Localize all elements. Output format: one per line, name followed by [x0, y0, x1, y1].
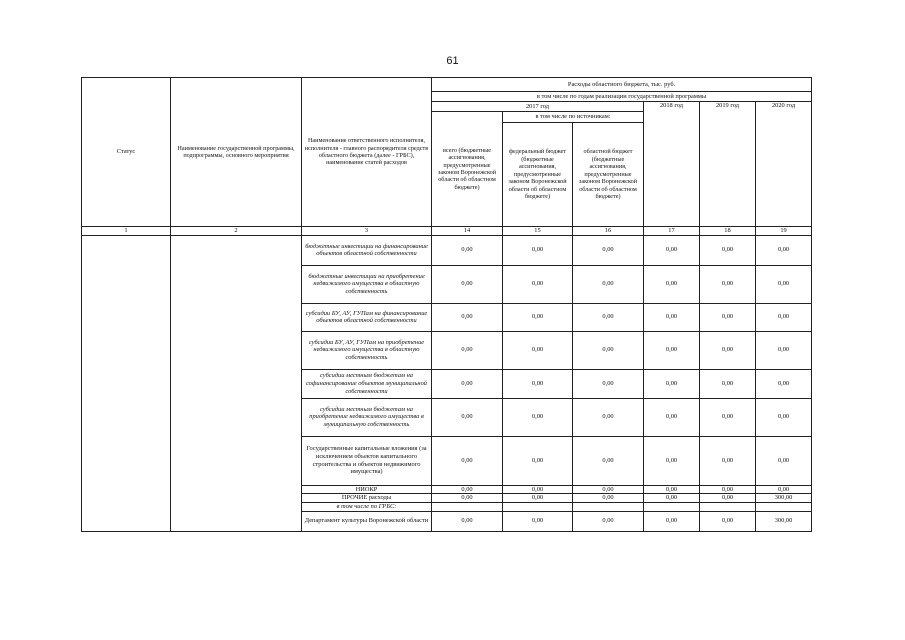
header-executor-name: Наименование ответственного исполнителя, исполнителя - главного распорядителя средств областного бюджета (далее - ГРБС), наименование статей расходов [302, 78, 432, 227]
header-year-2019: 2019 год [700, 102, 756, 227]
value-2019: 0,00 [700, 331, 756, 369]
value-federal-2017: 0,00 [503, 331, 573, 369]
header-year-2020: 2020 год [756, 102, 812, 227]
header-year-2017: 2017 год [432, 102, 644, 112]
value-total-2017: 0,00 [432, 265, 503, 303]
value-federal-2017: 0,00 [503, 398, 573, 436]
value-regional-2017: 0,00 [573, 369, 644, 398]
value-2018: 0,00 [644, 331, 700, 369]
header-regional-col: областной бюджет (бюджетные ассигнования, предусмотренные законом Воронежской области об областном бюджете) [573, 123, 644, 227]
value-total-2017 [432, 503, 503, 512]
value-2020: 0,00 [756, 265, 812, 303]
value-2019: 0,00 [700, 303, 756, 331]
value-2020: 0,00 [756, 436, 812, 485]
value-regional-2017: 0,00 [573, 265, 644, 303]
row-label: бюджетные инвестиции на финансирование объектов областной собственности [302, 235, 432, 265]
value-federal-2017 [503, 503, 573, 512]
table-row [82, 235, 812, 265]
status-cell [82, 235, 171, 531]
value-2019: 0,00 [700, 235, 756, 265]
header-total-col: всего (бюджетные ассигнования, предусмотренные законом Воронежской области об областном бюджете) [432, 112, 503, 227]
value-2020: 0,00 [756, 369, 812, 398]
row-label: в том числе по ГРБС: [302, 503, 432, 512]
value-regional-2017: 0,00 [573, 436, 644, 485]
value-total-2017: 0,00 [432, 436, 503, 485]
value-2020: 0,00 [756, 235, 812, 265]
value-2018: 0,00 [644, 485, 700, 494]
value-2019: 0,00 [700, 485, 756, 494]
page-number: 61 [446, 55, 459, 67]
value-2019: 0,00 [700, 511, 756, 531]
col-number: 15 [503, 227, 573, 236]
value-2018: 0,00 [644, 436, 700, 485]
program-cell [171, 235, 302, 531]
value-regional-2017 [573, 503, 644, 512]
value-total-2017: 0,00 [432, 511, 503, 531]
expenses-table [81, 77, 812, 532]
value-total-2017: 0,00 [432, 331, 503, 369]
row-label: бюджетные инвестиции на приобретение недвижимого имущества в областную собственность [302, 265, 432, 303]
value-federal-2017: 0,00 [503, 494, 573, 503]
col-number: 18 [700, 227, 756, 236]
header-program-name: Наименование государственной программы, подпрограммы, основного мероприятия [171, 78, 302, 227]
col-number: 14 [432, 227, 503, 236]
value-2018: 0,00 [644, 369, 700, 398]
value-federal-2017: 0,00 [503, 303, 573, 331]
value-2019: 0,00 [700, 494, 756, 503]
value-federal-2017: 0,00 [503, 511, 573, 531]
value-2020: 0,00 [756, 485, 812, 494]
value-regional-2017: 0,00 [573, 511, 644, 531]
value-2018: 0,00 [644, 303, 700, 331]
value-total-2017: 0,00 [432, 485, 503, 494]
value-2018: 0,00 [644, 265, 700, 303]
header-by-source: в том числе по источникам: [503, 112, 644, 123]
value-total-2017: 0,00 [432, 398, 503, 436]
value-regional-2017: 0,00 [573, 331, 644, 369]
value-total-2017: 0,00 [432, 494, 503, 503]
value-total-2017: 0,00 [432, 303, 503, 331]
header-by-year: в том числе по годам реализации государственной программы [432, 92, 812, 102]
row-label: субсидии местным бюджетам на приобретение недвижимого имущества в муниципальную собственность [302, 398, 432, 436]
value-total-2017: 0,00 [432, 235, 503, 265]
col-number: 17 [644, 227, 700, 236]
value-federal-2017: 0,00 [503, 369, 573, 398]
col-number: 3 [302, 227, 432, 236]
value-regional-2017: 0,00 [573, 485, 644, 494]
value-2019: 0,00 [700, 436, 756, 485]
header-status: Статус [82, 78, 171, 227]
row-label: субсидии местным бюджетам на софинансирование объектов муниципальной собственности [302, 369, 432, 398]
value-2020: 300,00 [756, 494, 812, 503]
row-label: НИОКР [302, 485, 432, 494]
value-federal-2017: 0,00 [503, 265, 573, 303]
value-2019 [700, 503, 756, 512]
row-label: субсидии БУ, АУ, ГУПам на приобретение недвижимого имущества в областную собственность [302, 331, 432, 369]
value-federal-2017: 0,00 [503, 436, 573, 485]
value-2019: 0,00 [700, 398, 756, 436]
header-expenses-title: Расходы областного бюджета, тыс. руб. [432, 78, 812, 92]
col-number: 2 [171, 227, 302, 236]
row-label: Департамент культуры Воронежской области [302, 511, 432, 531]
col-number: 16 [573, 227, 644, 236]
value-2020 [756, 503, 812, 512]
value-2018: 0,00 [644, 235, 700, 265]
value-2018: 0,00 [644, 511, 700, 531]
value-total-2017: 0,00 [432, 369, 503, 398]
value-2020: 0,00 [756, 303, 812, 331]
row-label: Государственные капитальные вложения (за исключением объектов капитального строительства и объектов недвижимого имущества) [302, 436, 432, 485]
value-2020: 300,00 [756, 511, 812, 531]
value-regional-2017: 0,00 [573, 398, 644, 436]
value-regional-2017: 0,00 [573, 303, 644, 331]
value-2019: 0,00 [700, 369, 756, 398]
value-2020: 0,00 [756, 398, 812, 436]
value-2019: 0,00 [700, 265, 756, 303]
header-year-2018: 2018 год [644, 102, 700, 227]
value-federal-2017: 0,00 [503, 235, 573, 265]
column-numbers-row [82, 227, 812, 236]
row-label: ПРОЧИЕ расходы [302, 494, 432, 503]
value-2018: 0,00 [644, 398, 700, 436]
row-label: субсидии БУ, АУ, ГУПам на финансирование объектов областной собственности [302, 303, 432, 331]
value-2018 [644, 503, 700, 512]
header-federal-col: федеральный бюджет (бюджетные ассигнования, предусмотренные законом Воронежской области об областном бюджете) [503, 123, 573, 227]
value-2020: 0,00 [756, 331, 812, 369]
value-regional-2017: 0,00 [573, 494, 644, 503]
col-number: 1 [82, 227, 171, 236]
value-federal-2017: 0,00 [503, 485, 573, 494]
col-number: 19 [756, 227, 812, 236]
value-2018: 0,00 [644, 494, 700, 503]
value-regional-2017: 0,00 [573, 235, 644, 265]
